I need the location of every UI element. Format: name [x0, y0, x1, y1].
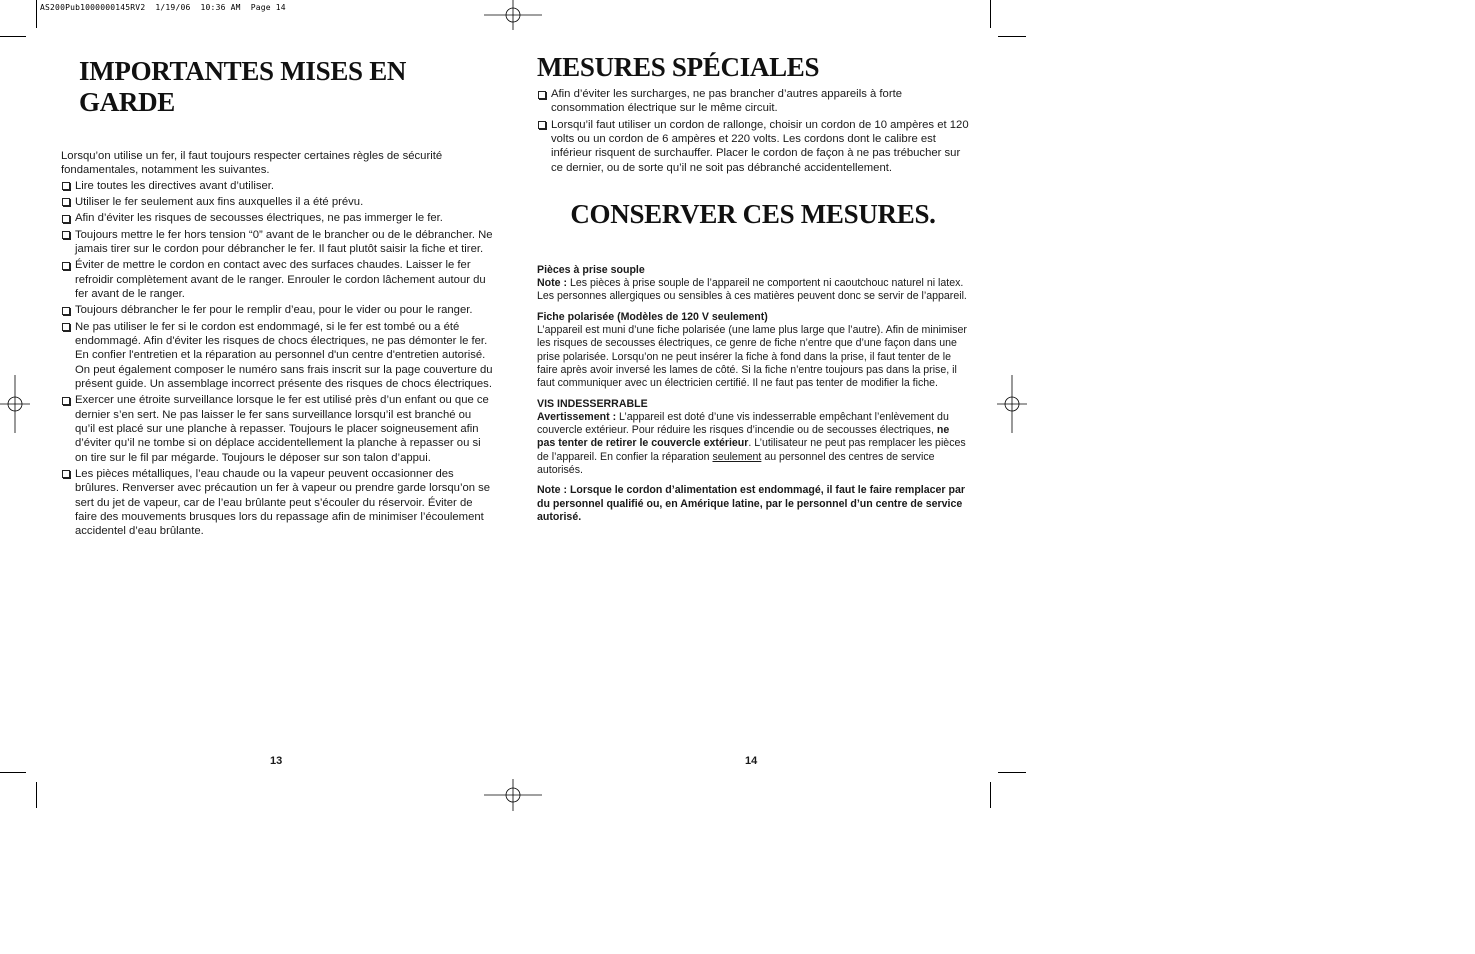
list-item: Afin d’éviter les surcharges, ne pas brancher d’autres appareils à forte consommation électrique sur le même circuit.	[537, 87, 969, 116]
checkbox-icon	[62, 323, 70, 331]
checkbox-icon	[62, 215, 70, 223]
crop-mark	[998, 772, 1026, 773]
pieces-heading: Pièces à prise souple	[537, 263, 645, 276]
checkbox-icon	[62, 307, 70, 315]
registration-mark-top	[484, 0, 542, 58]
list-item: Lorsqu’il faut utiliser un cordon de rallonge, choisir un cordon de 10 ampères et 120 volts ou un cordon de 6 ampères et 220 volts. Les cordons dont le calibre est inférieur risquent de surchauffer. Placer le cordon de façon à ne pas trébucher sur ce dernier, ou de sorte qu’il ne soit pas débranché accidentellement.	[537, 118, 969, 175]
fiche-paragraph: Fiche polarisée (Modèles de 120 V seulement) L’appareil est muni d’une fiche polarisée (une lame plus large que l’autre). Afin de minimiser les risques de secousses électriques, ce genre de fiche n’entre que d’une façon dans une prise polarisée. Lorsqu’on ne peut insérer la fiche à fond dans la prise, il faut tenter de le faire après avoir inversé les lames de côté. Si la fiche n’entre toujours pas dans la prise, il faut communiquer avec un électricien certifié. Il ne faut pas tenter de modifier la fiche.	[537, 311, 969, 391]
page-number: 14	[745, 755, 758, 767]
checkbox-icon	[62, 397, 70, 405]
checkbox-icon	[62, 198, 70, 206]
crop-mark	[36, 782, 37, 808]
fiche-heading: Fiche polarisée (Modèles de 120 V seulement)	[537, 310, 768, 323]
pieces-paragraph: Pièces à prise souple Note : Les pièces à prise souple de l’appareil ne comportent ni caoutchouc naturel ni latex. Les personnes allergiques ou sensibles à ces matières peuvent donc se servir de l’appareil.	[537, 264, 969, 304]
list-item: Exercer une étroite surveillance lorsque le fer est utilisé près d’un enfant ou que ce dernier s’en sert. Ne pas laisser le fer sans surveillance lorsqu’il est branché ou qu’il est placé sur une planche à repasser. Toujours le placer soigneusement afin d’éviter qu’il ne tombe si on déplace accidentellement la planche à repasser ou si on tire sur le fil par mégarde. Toujours le déposer sur son talon d’appui.	[61, 393, 493, 464]
print-slug: AS200Pub1000000145RV2 1/19/06 10:36 AM Page 14	[40, 3, 286, 12]
checkbox-icon	[538, 91, 546, 99]
list-item: Toujours mettre le fer hors tension “0” avant de le brancher ou de le débrancher. Ne jamais tirer sur le cordon pour débrancher le fer. Il faut plutôt saisir la fiche et tirer.	[61, 228, 493, 257]
vis-paragraph: VIS INDESSERRABLE Avertissement : L’appareil est doté d’une vis indesserrable empêchant l’enlèvement du couvercle extérieur. Pour réduire les risques d’incendie ou de secousses électriques, ne pas tenter de retirer le couvercle extérieur. L’utilisateur ne peut pas remplacer les pièces de l’appareil. En confier la réparation seulement au personnel des centres de service autorisés.	[537, 398, 969, 478]
checkbox-icon	[62, 262, 70, 270]
details-section	[537, 264, 969, 524]
page-title: MESURES SPÉCIALES	[537, 52, 820, 82]
page-14	[537, 52, 969, 531]
crop-mark	[0, 772, 26, 773]
checkbox-icon	[62, 182, 70, 190]
crop-mark	[36, 0, 37, 28]
crop-mark	[990, 0, 991, 28]
crop-mark	[990, 782, 991, 808]
checkbox-icon	[538, 121, 546, 129]
list-item: Afin d’éviter les risques de secousses électriques, ne pas immerger le fer.	[61, 211, 493, 225]
checkbox-icon	[62, 470, 70, 478]
list-item: Utiliser le fer seulement aux fins auxquelles il a été prévu.	[61, 195, 493, 209]
list-item: Éviter de mettre le cordon en contact avec des surfaces chaudes. Laisser le fer refroidir complètement avant de le ranger. Enrouler le cordon lâchement autour du fer avant de le ranger.	[61, 258, 493, 301]
conserve-title: CONSERVER CES MESURES.	[570, 198, 936, 229]
registration-mark-bottom	[484, 766, 542, 824]
final-note: Note : Lorsque le cordon d’alimentation est endommagé, il faut le faire remplacer par du personnel qualifié ou, en Amérique latine, par le personnel d’un centre de service autorisé.	[537, 484, 965, 523]
special-measures-list	[537, 87, 969, 175]
page-13	[61, 56, 493, 541]
crop-mark	[998, 36, 1026, 37]
vis-heading: VIS INDESSERRABLE	[537, 397, 648, 410]
safety-list	[61, 179, 493, 539]
list-item: Lire toutes les directives avant d’utiliser.	[61, 179, 493, 193]
registration-mark-left	[0, 375, 58, 433]
registration-mark-right	[983, 375, 1041, 433]
checkbox-icon	[62, 231, 70, 239]
list-item: Toujours débrancher le fer pour le remplir d’eau, pour le vider ou pour le ranger.	[61, 303, 493, 317]
page-title: IMPORTANTES MISES EN GARDE	[79, 56, 407, 117]
list-item: Les pièces métalliques, l’eau chaude ou la vapeur peuvent occasionner des brûlures. Renverser avec précaution un fer à vapeur ou prendre garde lorsqu’on se sert du jet de vapeur, car de l’eau brûlante peut s’écouler du réservoir. Éviter de faire des mouvements brusques lors du repassage afin de minimiser l’écoulement accidentel d’eau brûlante.	[61, 467, 493, 538]
intro-text: Lorsqu’on utilise un fer, il faut toujours respecter certaines règles de sécurité fondamentales, notamment les suivantes.	[61, 150, 443, 177]
crop-mark	[0, 36, 26, 37]
page-number: 13	[270, 755, 283, 767]
list-item: Ne pas utiliser le fer si le cordon est endommagé, si le fer est tombé ou a été endommagé. Afin d'éviter les risques de chocs électriques, ne pas démonter le fer. En confier l'entretien et la réparation au personnel d'un centre d'entretien autorisé. On peut également composer le numéro sans frais inscrit sur la page couverture du présent guide. Un assemblage incorrect présente des risques de chocs électriques.	[61, 320, 493, 391]
